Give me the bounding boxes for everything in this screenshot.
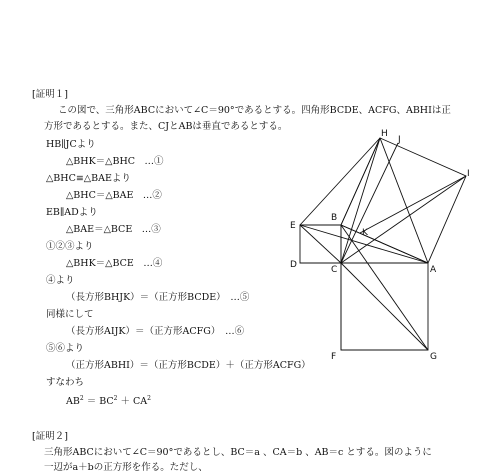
label-e: E	[290, 221, 296, 231]
proof2-line2: 一辺がa＋bの正方形を作る。ただし、	[44, 462, 208, 473]
label-f: F	[331, 352, 337, 362]
proof1-step-6: △BAE＝△BCE …③	[66, 224, 161, 235]
eq-sq-3: 2	[147, 394, 151, 402]
label-c: C	[331, 265, 338, 275]
proof1-step-12: （長方形AIJK）＝（正方形ACFG） …⑥	[66, 326, 245, 337]
proof1-step-15: すなわち	[46, 377, 85, 388]
proof1-step-4: △BHC＝△BAE …②	[66, 190, 162, 201]
proof1-step-5: EB∥ADより	[46, 207, 98, 218]
proof1-step-14: （正方形ABHI）＝（正方形BCDE）＋（正方形ACFG）	[66, 360, 311, 371]
proof1-intro-line1: この図で、三角形ABCにおいて∠C＝90°であるとする。四角形BCDE、ACFG、ABHIは正	[58, 105, 451, 116]
line-eh	[300, 138, 380, 225]
label-i: I	[467, 169, 470, 179]
proof1-step-3: △BHC≡△BAEより	[46, 173, 131, 184]
proof1-intro-line2: 方形であるとする。また、CJとABは垂直であるとする。	[44, 121, 288, 132]
line-cg	[341, 263, 428, 350]
eq-equals-bc: ＝ BC	[83, 396, 114, 407]
proof1-step-10: （長方形BHJK）＝（正方形BCDE） …⑤	[66, 292, 250, 303]
proof1-step-8: △BHK＝△BCE …④	[66, 258, 163, 269]
eq-ab: AB	[66, 396, 80, 407]
proof1-step-9: ④より	[46, 275, 75, 286]
proof2-heading: [証明２]	[32, 431, 68, 442]
label-a: A	[430, 265, 437, 275]
label-k: K	[362, 228, 368, 238]
eq-plus-ca: ＋ CA	[117, 396, 148, 407]
proof1-step-1: HB∥JCより	[46, 139, 96, 150]
eq-sq-1: 2	[79, 394, 84, 402]
square-abhi	[341, 138, 466, 263]
proof1-step-11: 同様にして	[46, 309, 94, 320]
proof1-step-7: ①②③より	[46, 241, 94, 252]
label-d: D	[290, 260, 297, 270]
proof1-step-2: △BHK＝△BHC …①	[66, 156, 164, 167]
line-ch	[341, 138, 380, 263]
proof2-line1: 三角形ABCにおいて∠C＝90°であるとし、BC＝a 、CA＝b 、AB＝c とする。図のように	[44, 447, 432, 458]
label-h: H	[381, 129, 388, 139]
label-j: J	[398, 135, 401, 145]
eq-sq-2: 2	[113, 394, 118, 402]
label-g: G	[430, 352, 437, 362]
line-bk-h	[341, 138, 380, 225]
label-b: B	[331, 213, 338, 223]
proof1-step-13: ⑤⑥より	[46, 343, 85, 354]
proof1-heading: [証明１]	[32, 89, 68, 100]
